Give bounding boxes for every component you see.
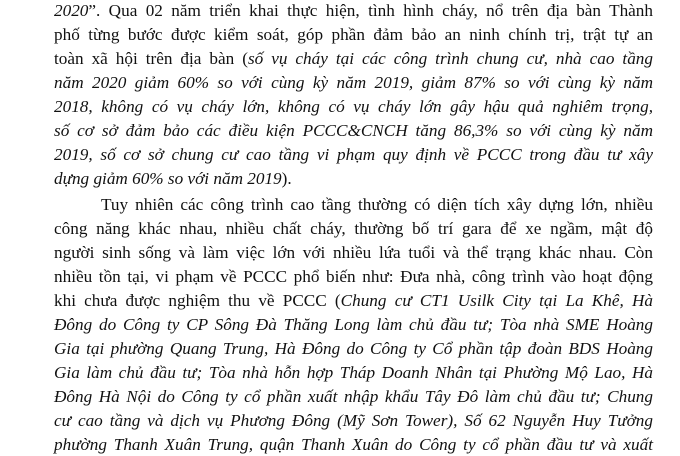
p1-line-7 <box>54 144 653 166</box>
p1-line-8-seg-1: dựng giảm 60% so với năm 2019 <box>54 169 282 188</box>
p2-line-11 <box>54 434 653 456</box>
p1-line-1-seg-2: ”. Qua 02 năm triển khai thực hiện, tình hình cháy, nổ trên địa bàn Thành <box>88 1 653 20</box>
p1-line-3-seg-1: toàn xã hội trên địa bàn ( <box>54 49 248 68</box>
p2-line-6 <box>54 314 653 336</box>
p1-line-8-seg-2: ). <box>281 169 292 188</box>
p2-line-11-seg-1: phường Thanh Xuân Trung, quận Thanh Xuân do Công ty cổ phần đầu tư và xuất <box>54 435 653 454</box>
p2-line-7 <box>54 338 653 360</box>
p2-line-2-seg-1: công năng khác nhau, nhiều chất cháy, thường bố trí gara để xe ngầm, mật độ <box>54 219 653 238</box>
p2-line-7-seg-1: Gia tại phường Quang Trung, Hà Đông do Công ty Cổ phần tập đoàn BDS Hoàng <box>54 339 653 358</box>
p2-line-9-seg-1: Đông Hà Nội do Công ty cổ phần xuất nhập khẩu Tây Đô làm chủ đầu tư; Chung <box>54 387 653 406</box>
p2-line-5-seg-1: khi chưa được nghiệm thu về PCCC ( <box>54 291 341 310</box>
p1-line-6-seg-1: số cơ sở đảm bảo các điều kiện PCCC&CNCH tăng 86,3% so với cùng kỳ năm <box>54 121 653 140</box>
p2-line-4-seg-1: nhiều tồn tại, vi phạm về PCCC phổ biến như: Đưa nhà, công trình vào hoạt động <box>54 267 653 286</box>
p1-line-4 <box>54 72 653 94</box>
p2-line-3 <box>54 242 653 264</box>
p2-line-2 <box>54 218 653 240</box>
p2-line-8 <box>54 362 653 384</box>
p2-line-5-seg-2: Chung cư CT1 Usilk City tại La Khê, Hà <box>340 291 654 310</box>
p1-line-2 <box>54 24 653 46</box>
p1-line-4-seg-1: năm 2020 giảm 60% so với cùng kỳ năm 2019, giảm 87% so với cùng kỳ năm <box>54 73 653 92</box>
p1-line-2-seg-1: phố từng bước được kiểm soát, góp phần đảm bảo an ninh chính trị, trật tự an <box>54 25 653 44</box>
p2-line-4 <box>54 266 653 288</box>
p2-line-10 <box>54 410 653 432</box>
p1-line-7-seg-1: 2019, số cơ sở chung cư cao tầng vi phạm quy định về PCCC trong đầu tư xây <box>54 145 653 164</box>
p2-line-10-seg-1: cư cao tầng và dịch vụ Phương Đông (Mỹ Sơn Tower), Số 62 Nguyễn Huy Tưởng <box>54 411 653 430</box>
p1-line-1 <box>54 0 653 22</box>
p1-line-3-seg-2: số vụ cháy tại các công trình chung cư, nhà cao tầng <box>247 49 653 68</box>
p2-line-6-seg-1: Đông do Công ty CP Sông Đà Thăng Long làm chủ đầu tư; Tòa nhà SME Hoàng <box>54 315 653 334</box>
p2-line-5 <box>54 290 653 312</box>
p2-line-1-seg-1: Tuy nhiên các công trình cao tầng thường có diện tích xây dựng lớn, nhiều <box>101 195 653 214</box>
p1-line-5 <box>54 96 653 118</box>
p2-line-1 <box>101 194 653 216</box>
p1-line-1-seg-1: 2020 <box>54 1 89 20</box>
p1-line-3 <box>54 48 653 70</box>
p2-line-3-seg-1: người sinh sống và làm việc lớn với nhiều lứa tuổi và thể trạng khác nhau. Còn <box>54 243 653 262</box>
p1-line-6 <box>54 120 653 142</box>
p1-line-8 <box>54 168 653 190</box>
p2-line-8-seg-1: Gia làm chủ đầu tư; Tòa nhà hỗn hợp Tháp Doanh Nhân tại Phường Mộ Lao, Hà <box>54 363 653 382</box>
p1-line-5-seg-1: 2018, không có vụ cháy lớn, không có vụ cháy lớn gây hậu quả nghiêm trọng, <box>54 97 653 116</box>
p2-line-9 <box>54 386 653 408</box>
